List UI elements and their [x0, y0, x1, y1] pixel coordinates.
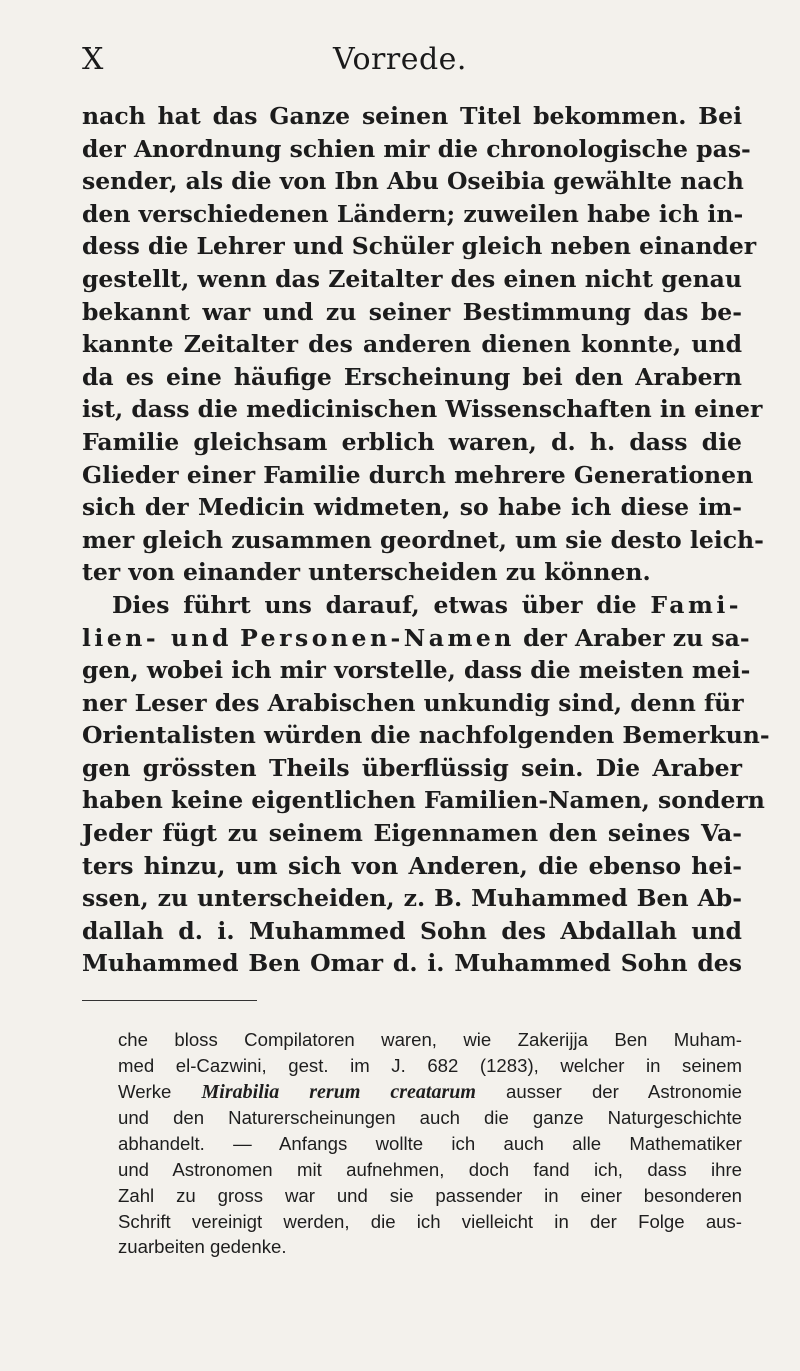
text-line: nach hat das Ganze seinen Titel bekommen. Bei: [82, 102, 742, 130]
main-text: [82, 100, 770, 980]
text-line: [82, 589, 742, 622]
text-line: ssen, zu unterscheiden, z. B. Muhammed Ben Ab-: [82, 884, 742, 913]
footnote-line: med el-Cazwini, gest. im J. 682 (1283), welcher in seinem: [118, 1054, 742, 1076]
text-span: Werke: [118, 1080, 172, 1102]
text-line: der Anordnung schien mir die chronologische pas-: [82, 134, 751, 163]
footnote-divider: [82, 1000, 257, 1001]
text-line: dess die Lehrer und Schüler gleich neben einander: [82, 232, 757, 261]
text-line: Muhammed Ben Omar d. i. Muhammed Sohn des: [82, 949, 742, 978]
text-line: ist, dass die medicinischen Wissenschaften in einer: [82, 395, 763, 424]
text-line: sender, als die von Ibn Abu Oseibia gewählte nach: [82, 167, 744, 196]
text-span: der Araber zu sa-: [523, 623, 750, 652]
spaced-word: lien- und: [82, 623, 232, 652]
text-line: da es eine häufige Erscheinung bei den Arabern: [82, 362, 742, 391]
text-line: Glieder einer Familie durch mehrere Generationen: [82, 460, 754, 489]
italic-title: Mirabilia rerum creatarum: [201, 1080, 476, 1103]
page-number: X: [82, 42, 104, 77]
text-line: mer gleich zusammen geordnet, um sie desto leich-: [82, 525, 764, 554]
footnote-line: und den Naturerscheinungen auch die ganze Naturgeschichte: [118, 1107, 742, 1129]
text-line: ters hinzu, um sich von Anderen, die ebenso hei-: [82, 851, 742, 880]
footnote-line: che bloss Compilatoren waren, wie Zakerijja Ben Muham-: [118, 1029, 742, 1050]
text-line: sich der Medicin widmeten, so habe ich diese im-: [82, 493, 742, 522]
footnote-line: und Astronomen mit aufnehmen, doch fand ich, dass ihre: [118, 1158, 742, 1180]
page-header: [82, 42, 718, 82]
text-line: haben keine eigentlichen Familien-Namen, sondern: [82, 786, 765, 815]
footnote-line: abhandelt. — Anfangs wollte ich auch alle Mathematiker: [118, 1133, 742, 1155]
text-span: ausser der Astronomie: [506, 1080, 742, 1102]
text-line: gen, wobei ich mir vorstelle, dass die meisten mei-: [82, 656, 751, 685]
footnote-line: [118, 1079, 742, 1106]
text-line: bekannt war und zu seiner Bestimmung das be-: [82, 297, 742, 326]
footnote-line: Zahl zu gross war und sie passender in einer besonderen: [118, 1184, 742, 1206]
footnote: [118, 1027, 742, 1260]
text-line: den verschiedenen Ländern; zuweilen habe ich in-: [82, 199, 744, 228]
text-line: Orientalisten würden die nachfolgenden Bemerkun-: [82, 721, 770, 750]
text-line: gestellt, wenn das Zeitalter des einen nicht genau: [82, 264, 742, 293]
text-line: gen grössten Theils überflüssig sein. Die Araber: [82, 753, 742, 782]
footnote-line: Schrift vereinigt werden, die ich vielleicht in der Folge aus-: [118, 1210, 742, 1232]
text-line: Jeder fügt zu seinem Eigennamen den seines Va-: [82, 819, 742, 848]
text-line: [82, 622, 750, 655]
text-span: Dies führt uns darauf, etwas über die: [112, 590, 637, 619]
text-line: ter von einander unterscheiden zu können.: [82, 558, 651, 587]
text-line: ner Leser des Arabischen unkundig sind, denn für: [82, 688, 744, 717]
spaced-word: Fami-: [650, 590, 742, 619]
spaced-word: Personen-Namen: [240, 623, 515, 652]
running-title: Vorrede.: [333, 42, 467, 77]
text-line: dallah d. i. Muhammed Sohn des Abdallah und: [82, 916, 742, 945]
footnote-line: zuarbeiten gedenke.: [118, 1236, 287, 1258]
text-line: kannte Zeitalter des anderen dienen konnte, und: [82, 330, 742, 359]
text-line: Familie gleichsam erblich waren, d. h. dass die: [82, 427, 742, 456]
